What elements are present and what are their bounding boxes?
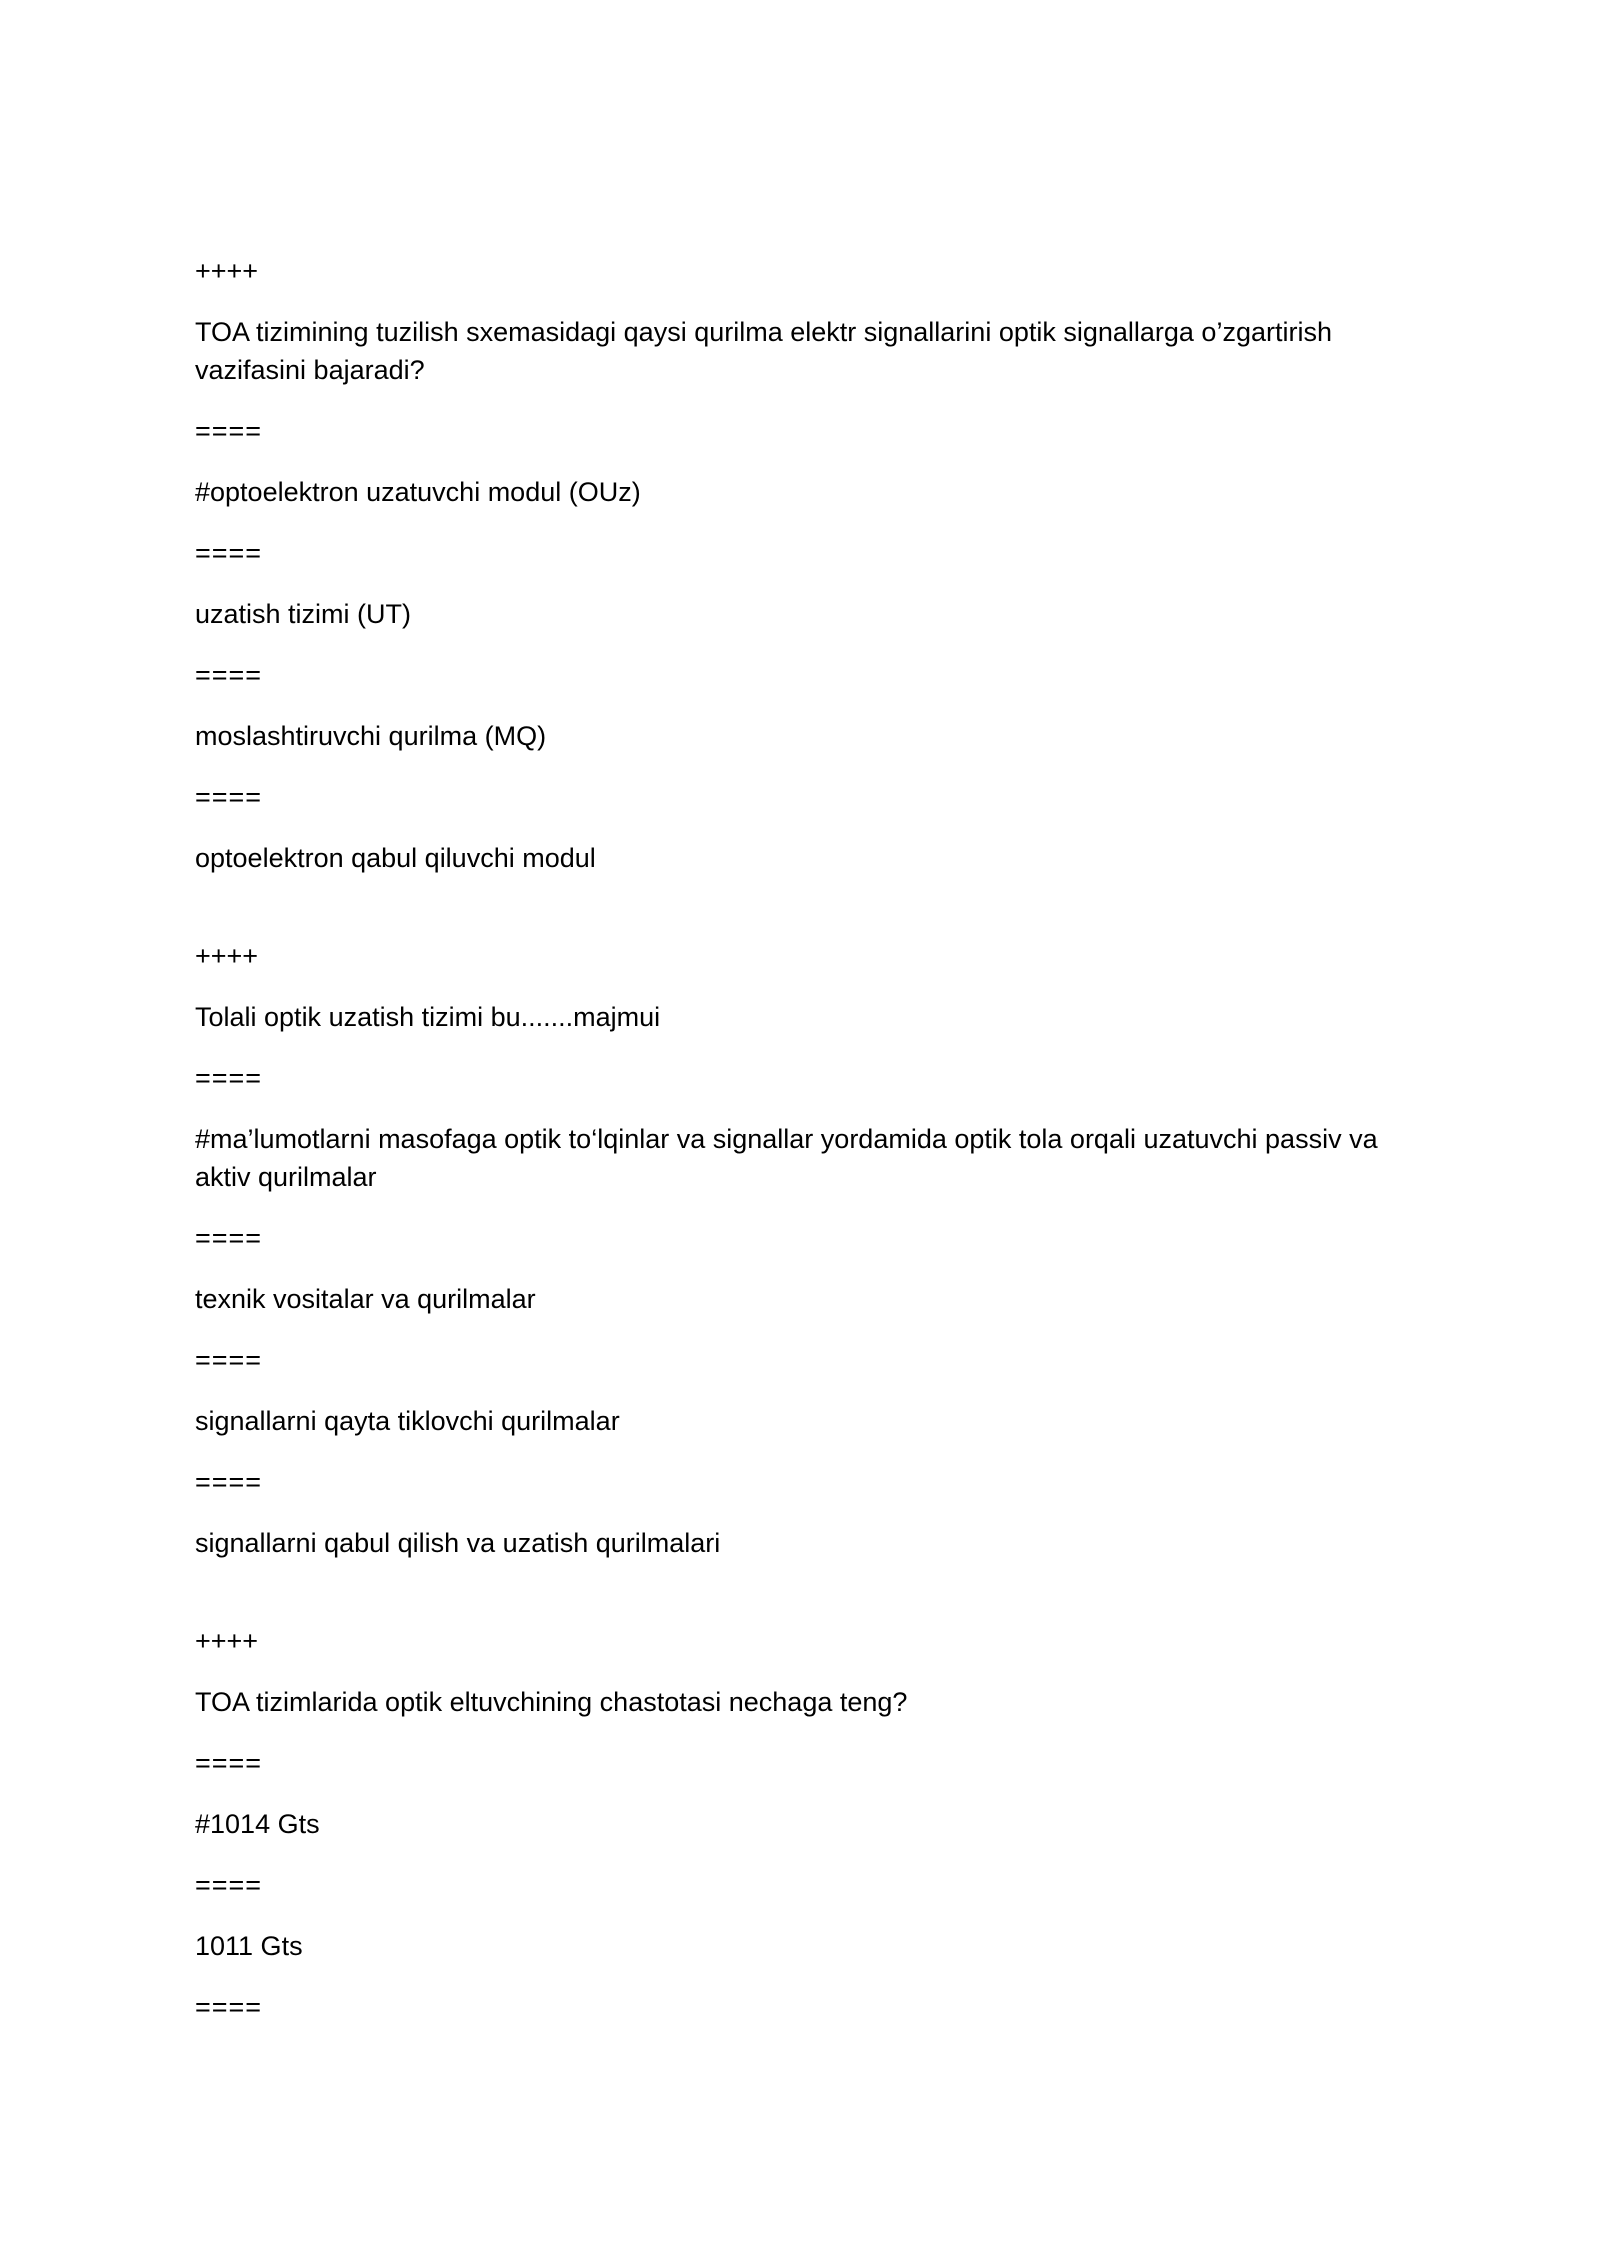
- question-text: TOA tizimining tuzilish sxemasidagi qaysi qurilma elektr signallarini optik signallarga o’zgartirish vazifasini bajaradi?: [195, 317, 1340, 385]
- question-marker: ++++: [195, 256, 259, 286]
- answer-separator: ====: [195, 1870, 263, 1900]
- answer-option: #ma’lumotlarni masofaga optik to‘lqinlar va signallar yordamida optik tola orqali uzatuvchi passiv va aktiv qurilmalar: [195, 1124, 1386, 1192]
- answer-option: uzatish tizimi (UT): [195, 599, 412, 629]
- answer-option: #optoelektron uzatuvchi modul (OUz): [195, 477, 641, 507]
- answer-option: optoelektron qabul qiluvchi modul: [195, 843, 596, 873]
- answer-separator: ====: [195, 538, 263, 568]
- answer-separator: ====: [195, 416, 263, 446]
- answer-option: texnik vositalar va qurilmalar: [195, 1284, 536, 1314]
- question-block: [195, 937, 1410, 1562]
- answer-separator: ====: [195, 1467, 263, 1497]
- answer-option: signallarni qayta tiklovchi qurilmalar: [195, 1406, 620, 1436]
- answer-option: 1011 Gts: [195, 1931, 303, 1961]
- question-marker: ++++: [195, 941, 259, 971]
- answer-option: signallarni qabul qilish va uzatish qurilmalari: [195, 1528, 721, 1558]
- question-block: [195, 1622, 1410, 2026]
- answer-option: moslashtiruvchi qurilma (MQ): [195, 721, 547, 751]
- question-text: Tolali optik uzatish tizimi bu.......majmui: [195, 1002, 661, 1032]
- answer-separator: ====: [195, 660, 263, 690]
- question-block: [195, 252, 1410, 877]
- question-text: TOA tizimlarida optik eltuvchining chastotasi nechaga teng?: [195, 1687, 908, 1717]
- document-page: [195, 252, 1410, 2086]
- answer-separator: ====: [195, 1748, 263, 1778]
- answer-separator: ====: [195, 1063, 263, 1093]
- answer-separator: ====: [195, 782, 263, 812]
- answer-option: #1014 Gts: [195, 1809, 320, 1839]
- answer-separator: ====: [195, 1992, 263, 2022]
- answer-separator: ====: [195, 1223, 263, 1253]
- question-marker: ++++: [195, 1626, 259, 1656]
- answer-separator: ====: [195, 1345, 263, 1375]
